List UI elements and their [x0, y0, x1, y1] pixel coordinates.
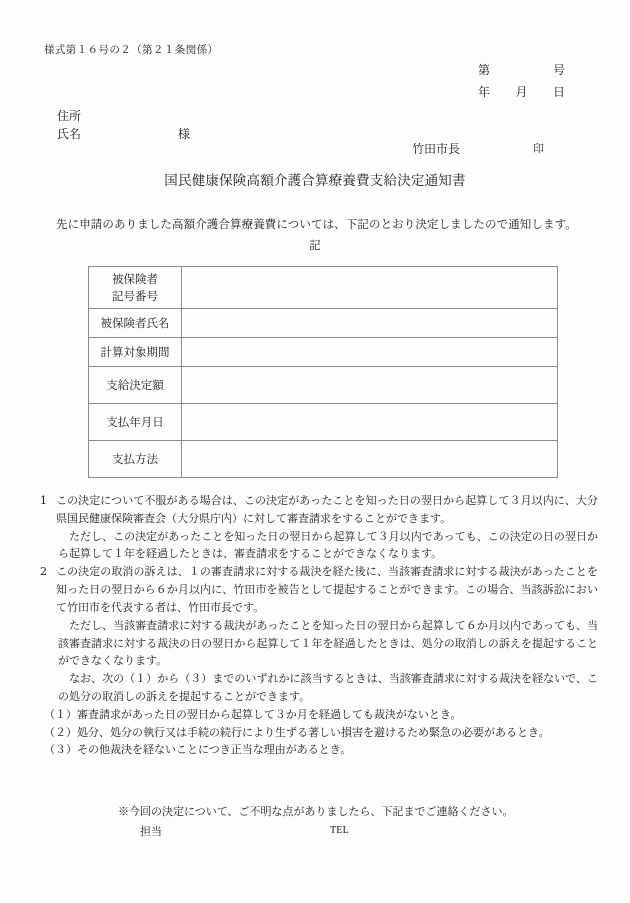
table-value-decided-amount[interactable] [182, 367, 558, 404]
recipient-name-label: 氏名 [57, 127, 82, 141]
notice-exception-2: （２）処分、処分の執行又は手続の続行により生ずる著しい損害を避けるため緊急の必要があるとき。 [44, 725, 550, 739]
table-value-insured-symbol-number[interactable] [182, 267, 558, 309]
contact-note: ※今回の決定について、ご不明な点がありましたら、下記までご連絡ください。 [118, 805, 514, 818]
notice-proviso-1: ただし、この決定があったことを知った日の翌日から起算して３月以内であっても、この決定の日の翌日から起算して１年を経過したときは、審査請求をすることができなくなります。 [58, 529, 598, 561]
page-title: 国民健康保険高額介護合算療養費支給決定通知書 [164, 173, 466, 189]
table-row [89, 338, 558, 367]
notice-exception-3: （３）その他裁決を経ないことにつき正当な理由があるとき。 [44, 743, 352, 757]
document-date-field: 年 月 日 [478, 85, 566, 99]
recipient-address-label: 住所 [57, 109, 82, 123]
recipient-name-honorific: 様 [178, 127, 191, 141]
contact-tel-label: TEL [330, 825, 349, 836]
table-value-insured-name[interactable] [182, 309, 558, 338]
seal-mark-icon: 印 [533, 142, 544, 155]
table-row [89, 441, 558, 478]
table-value-calculation-period[interactable] [182, 338, 558, 367]
table-row [89, 309, 558, 338]
form-number: 様式第１６号の２（第２１条関係） [44, 44, 219, 56]
notice-nao-2: なお、次の（１）から（３）までのいずれかに該当するときは、当該審査請求に対する裁決を経ないで、この処分の取消しの訴えを提起することができます。 [58, 672, 598, 703]
table-label-payment-method: 支払方法 [89, 441, 182, 478]
notice-item-2 [36, 563, 598, 616]
lead-paragraph: 先に申請のありました高額介護合算療養費については、下記のとおり決定しましたので通知します。 [56, 217, 577, 231]
table-row [89, 367, 558, 404]
notice-proviso-2: ただし、当該審査請求に対する裁決があったことを知った日の翌日から起算して６か月以内であっても、当該審査請求に対する裁決の日の翌日から起算して１年を経過したときは、処分の取消しの訴えを提起することができなくなります。 [58, 618, 598, 668]
ki-marker: 記 [309, 238, 321, 252]
notice-body-2: この決定の取消の訴えは、１の審査請求に対する裁決を経た後に、当該審査請求に対する裁決があったことを知った日の翌日から６か月以内に、竹田市を被告として提起することができます。この場合、当該訴訟において竹田市を代表する者は、竹田市長です。 [56, 565, 598, 614]
table-label-decided-amount: 支給決定額 [89, 367, 182, 404]
table-row [89, 404, 558, 441]
notice-number-2: 2 [40, 565, 47, 579]
table-label-insured-symbol-number: 被保険者 記号番号 [89, 267, 182, 309]
table-value-payment-date[interactable] [182, 404, 558, 441]
notice-body-1: この決定について不服がある場合は、この決定があったことを知った日の翌日から起算して３月以内に、大分県国民健康保険審査会（大分県庁内）に対して審査請求をすることができます。 [56, 494, 598, 525]
notice-exception-1: （１）審査請求があった日の翌日から起算して３か月を経過しても裁決がないとき。 [44, 707, 462, 721]
table-label-calculation-period: 計算対象期間 [89, 338, 182, 367]
notice-item-1 [36, 492, 598, 528]
contact-person-label: 担当 [140, 825, 162, 838]
document-number-field: 第 号 [478, 63, 566, 77]
table-value-payment-method[interactable] [182, 441, 558, 478]
legal-notices [36, 492, 598, 759]
notice-number-1: 1 [40, 494, 47, 507]
table-label-insured-name: 被保険者氏名 [89, 309, 182, 338]
issuer-name: 竹田市長 [412, 142, 461, 156]
table-label-payment-date: 支払年月日 [89, 404, 182, 441]
decision-details-table [88, 266, 558, 478]
table-row [89, 267, 558, 309]
